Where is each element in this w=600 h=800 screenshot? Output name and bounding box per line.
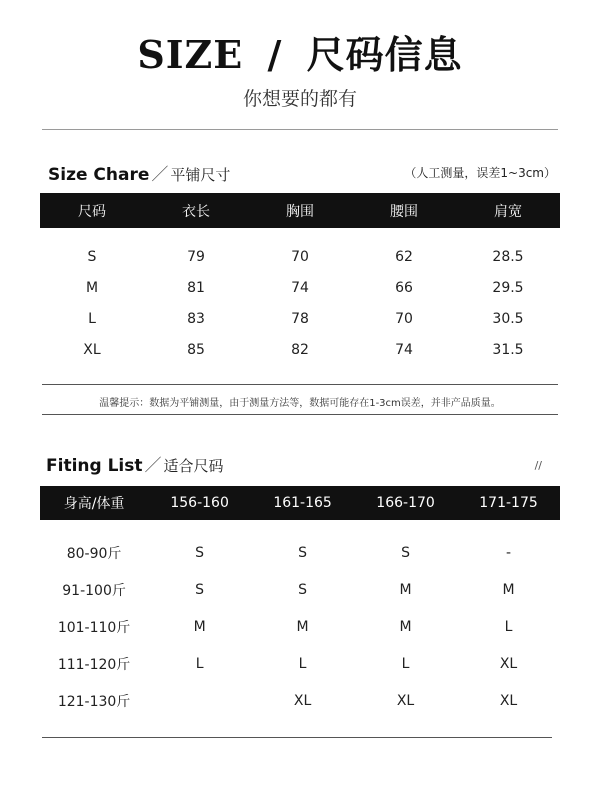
title-chinese: 尺码信息 [306,33,463,77]
table-row [40,334,560,365]
table-row [40,571,560,608]
table-cell: 78 [291,310,309,327]
table-cell: 80-90斤 [66,545,122,562]
table-cell: M [85,279,99,296]
bottom-divider [42,737,552,738]
table-cell: M [399,581,412,598]
size-col-header: 衣长 [182,203,210,220]
fit-col-header: 166-170 [376,495,435,511]
table-cell: 29.5 [492,279,524,296]
size-heading-separator: ／ [151,165,169,185]
table-cell: L [504,618,513,635]
tip-divider-bottom [42,414,558,415]
table-cell: 62 [395,248,413,265]
table-cell: 66 [395,279,413,296]
table-cell: 28.5 [492,248,524,265]
table-cell: 111-120斤 [57,656,131,673]
title-separator: / [267,33,283,77]
table-cell: S [298,581,308,598]
table-cell: M [502,581,515,598]
table-row [40,534,560,571]
table-cell: 70 [395,310,413,327]
table-cell: 101-110斤 [57,619,131,636]
fit-heading-english: Fiting List [46,456,143,476]
size-col-header: 尺码 [78,203,106,220]
page-title [0,24,600,79]
table-cell: S [401,544,410,561]
title-english: SIZE [137,32,244,77]
table-cell: XL [499,692,518,709]
table-cell: M [296,618,309,635]
table-cell: L [401,655,410,672]
fit-mark: // [534,459,542,472]
size-table-body [40,241,560,365]
top-divider [42,129,558,130]
table-cell: XL [293,692,312,709]
table-cell: 31.5 [492,341,524,358]
table-row [40,241,560,272]
table-cell: XL [396,692,415,709]
table-cell: L [195,655,204,672]
fit-col-header: 161-165 [273,495,332,511]
size-table-header [40,193,560,228]
table-cell: 82 [291,341,309,358]
table-cell: XL [83,341,101,358]
measurement-note: （人工测量，误差1~3cm） [404,166,556,180]
fit-section-heading [46,451,224,476]
table-cell: S [298,544,308,561]
size-col-header: 腰围 [390,203,418,220]
table-cell: 81 [187,279,205,296]
table-cell: 83 [187,310,205,327]
table-cell: 70 [291,248,309,265]
table-row [40,272,560,303]
size-col-header: 胸围 [286,203,314,220]
table-row [40,682,560,719]
tip-divider-top [42,384,558,385]
size-col-header: 肩宽 [494,203,522,220]
fit-col-header: 171-175 [479,495,538,511]
table-cell: 91-100斤 [62,582,126,599]
table-cell: 121-130斤 [57,693,131,710]
size-heading-chinese: 平铺尺寸 [170,166,231,184]
table-row [40,645,560,682]
table-cell: L [298,655,307,672]
table-cell: L [88,310,96,327]
measurement-tip: 温馨提示：数据为平铺测量，由于测量方法等，数据可能存在1-3cm误差，并非产品质量。 [99,398,501,409]
fit-col-header: 身高/体重 [63,496,125,512]
table-row [40,303,560,334]
table-cell: XL [499,655,518,672]
fit-col-header: 156-160 [170,495,229,511]
table-cell: 74 [291,279,309,296]
fit-heading-separator: ／ [144,456,162,476]
size-section-heading [48,160,230,185]
table-cell: - [505,544,512,561]
table-cell: 74 [395,341,413,358]
page-subtitle: 你想要的都有 [242,88,357,110]
fit-table-header [40,486,560,520]
table-cell: 30.5 [492,310,524,327]
table-cell: S [87,248,97,265]
size-heading-english: Size Chare [48,165,150,185]
table-cell: M [399,618,412,635]
table-cell: S [195,544,205,561]
table-row [40,608,560,645]
fit-heading-chinese: 适合尺码 [163,457,224,475]
table-cell: M [193,618,206,635]
table-cell: 79 [187,248,205,265]
table-cell: 85 [187,341,205,358]
fit-table-body [40,534,560,719]
table-cell: S [195,581,205,598]
